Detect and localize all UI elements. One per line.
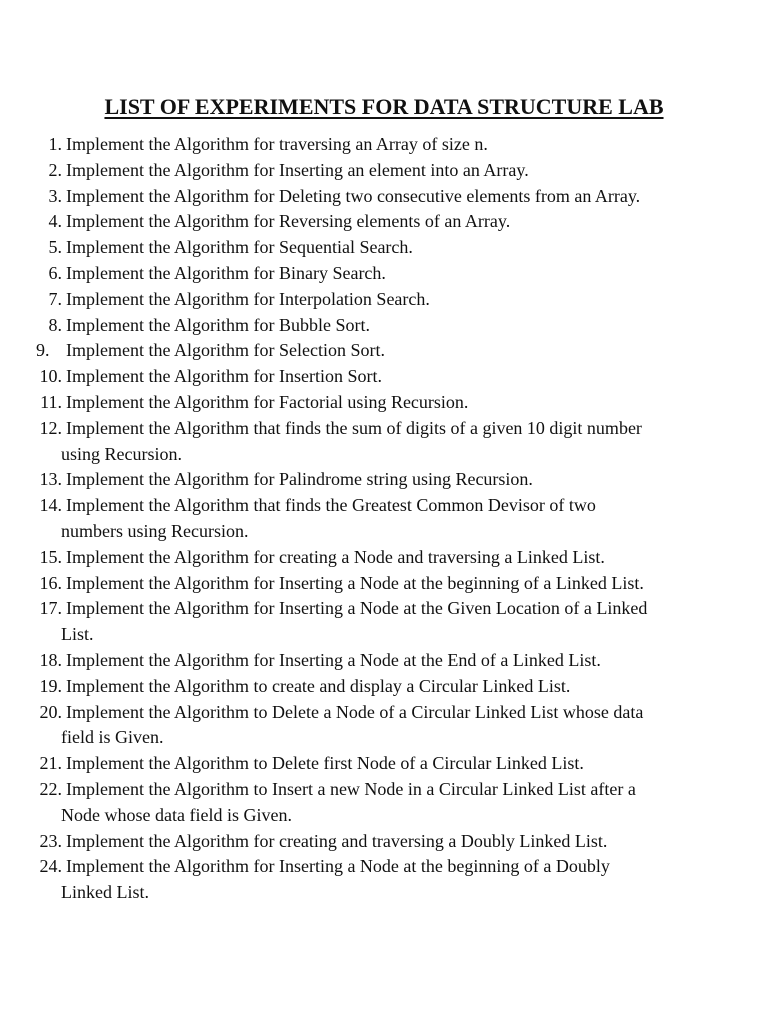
list-item-text xyxy=(66,235,730,261)
list-item-continuation: Node whose data field is Given. xyxy=(61,804,292,825)
list-item-line: Implement the Algorithm for creating a Node and traversing a Linked List. xyxy=(66,546,605,567)
list-item-line: Implement the Algorithm that finds the Greatest Common Devisor of two xyxy=(66,495,596,516)
list-item-number: 11. xyxy=(40,391,62,412)
list-item-line: Implement the Algorithm for Palindrome string using Recursion. xyxy=(66,469,533,490)
list-item xyxy=(30,287,730,313)
list-item-number: 13. xyxy=(39,469,62,490)
list-item-line: Implement the Algorithm for Selection Sort. xyxy=(66,340,385,361)
list-item xyxy=(30,338,730,364)
list-item-line: Implement the Algorithm for creating and traversing a Doubly Linked List. xyxy=(66,830,608,851)
list-item xyxy=(30,545,730,571)
list-item-number: 1. xyxy=(48,134,62,154)
list-item xyxy=(30,467,730,493)
list-item xyxy=(30,674,730,700)
list-item-line: Implement the Algorithm for Inserting a Node at the beginning of a Linked List. xyxy=(66,572,644,593)
list-item-text xyxy=(66,313,730,339)
list-item-number: 8. xyxy=(48,314,62,335)
list-item xyxy=(30,751,730,777)
list-item xyxy=(30,364,730,390)
list-item-line: Implement the Algorithm for traversing an Array of size n. xyxy=(66,134,488,154)
list-item-text xyxy=(66,390,730,416)
list-item-number: 19. xyxy=(39,675,62,696)
list-item-continuation: field is Given. xyxy=(61,727,164,748)
list-item-line: Implement the Algorithm to Delete a Node of a Circular Linked List whose data xyxy=(66,701,644,722)
list-item-continuation: using Recursion. xyxy=(61,443,182,464)
list-item-line: Implement the Algorithm for Binary Search. xyxy=(66,262,386,283)
list-item-text xyxy=(66,674,730,700)
list-item xyxy=(30,596,730,648)
list-item-text xyxy=(66,209,730,235)
list-item-number: 10. xyxy=(39,366,62,387)
list-item-text xyxy=(61,854,730,906)
list-item xyxy=(30,829,730,855)
list-item-text xyxy=(66,571,730,597)
list-item-text xyxy=(66,287,730,313)
list-item-line: Implement the Algorithm for Inserting a Node at the Given Location of a Linked xyxy=(66,598,648,619)
list-item-number: 12. xyxy=(39,417,62,438)
list-item-number: 4. xyxy=(48,211,62,232)
list-item-number: 17. xyxy=(39,598,62,619)
list-item-number: 16. xyxy=(39,572,62,593)
list-item-number: 6. xyxy=(48,262,62,283)
list-item-number: 23. xyxy=(39,830,62,851)
list-item-line: Implement the Algorithm for Sequential Search. xyxy=(66,237,413,258)
list-item-text xyxy=(61,493,730,545)
list-item-number: 21. xyxy=(39,753,62,774)
list-item-text xyxy=(66,158,730,184)
list-item xyxy=(30,235,730,261)
list-item-number: 18. xyxy=(39,649,62,670)
list-item-number: 3. xyxy=(48,185,62,206)
list-item-line: Implement the Algorithm for Factorial using Recursion. xyxy=(66,391,469,412)
experiment-list xyxy=(30,132,730,906)
list-item-text xyxy=(61,596,730,648)
list-item xyxy=(30,700,730,752)
list-item-line: Implement the Algorithm that finds the sum of digits of a given 10 digit number xyxy=(66,417,642,438)
list-item-number: 24. xyxy=(39,856,62,877)
list-item-text xyxy=(66,261,730,287)
list-item xyxy=(30,158,730,184)
list-item-text xyxy=(66,364,730,390)
list-item-line: Implement the Algorithm to Insert a new Node in a Circular Linked List after a xyxy=(66,778,636,799)
list-item-text xyxy=(66,338,730,364)
list-item-line: Implement the Algorithm for Inserting a Node at the beginning of a Doubly xyxy=(66,856,610,877)
list-item-number: 15. xyxy=(39,546,62,567)
list-item-text xyxy=(66,829,730,855)
list-item-text xyxy=(61,777,730,829)
list-item-text xyxy=(66,648,730,674)
list-item-number: 9. xyxy=(36,340,50,361)
page-title-text: LIST OF EXPERIMENTS FOR DATA STRUCTURE LAB xyxy=(104,94,664,119)
list-item-text xyxy=(66,184,730,210)
list-item-number: 5. xyxy=(48,237,62,258)
list-item-number: 22. xyxy=(39,778,62,799)
list-item-text xyxy=(66,467,730,493)
list-item-number: 20. xyxy=(39,701,62,722)
list-item-continuation: numbers using Recursion. xyxy=(61,520,249,541)
list-item-continuation: Linked List. xyxy=(61,882,149,903)
list-item xyxy=(30,854,730,906)
list-item xyxy=(30,313,730,339)
list-item-line: Implement the Algorithm for Reversing elements of an Array. xyxy=(66,211,511,232)
list-item-line: Implement the Algorithm to create and display a Circular Linked List. xyxy=(66,675,571,696)
list-item-text xyxy=(66,751,730,777)
list-item-text xyxy=(61,416,730,468)
list-item-line: Implement the Algorithm for Inserting a Node at the End of a Linked List. xyxy=(66,649,601,670)
list-item-line: Implement the Algorithm for Interpolation Search. xyxy=(66,288,430,309)
list-item-line: Implement the Algorithm for Inserting an element into an Array. xyxy=(66,159,529,180)
list-item xyxy=(30,777,730,829)
list-item xyxy=(30,493,730,545)
page-title xyxy=(0,92,768,122)
list-item-number: 14. xyxy=(39,495,62,516)
list-item-line: Implement the Algorithm to Delete first Node of a Circular Linked List. xyxy=(66,753,584,774)
list-item-number: 7. xyxy=(48,288,62,309)
list-item xyxy=(30,261,730,287)
list-item xyxy=(30,209,730,235)
list-item-line: Implement the Algorithm for Bubble Sort. xyxy=(66,314,370,335)
list-item xyxy=(30,648,730,674)
list-item-line: Implement the Algorithm for Insertion Sort. xyxy=(66,366,382,387)
list-item-number: 2. xyxy=(48,159,62,180)
list-item xyxy=(30,132,730,158)
list-item-text xyxy=(61,700,730,752)
list-item-text xyxy=(66,132,730,158)
list-item xyxy=(30,416,730,468)
list-item-text xyxy=(66,545,730,571)
list-item xyxy=(30,184,730,210)
list-item xyxy=(30,390,730,416)
list-item-line: Implement the Algorithm for Deleting two consecutive elements from an Array. xyxy=(66,185,641,206)
list-item xyxy=(30,571,730,597)
list-item-continuation: List. xyxy=(61,624,94,645)
